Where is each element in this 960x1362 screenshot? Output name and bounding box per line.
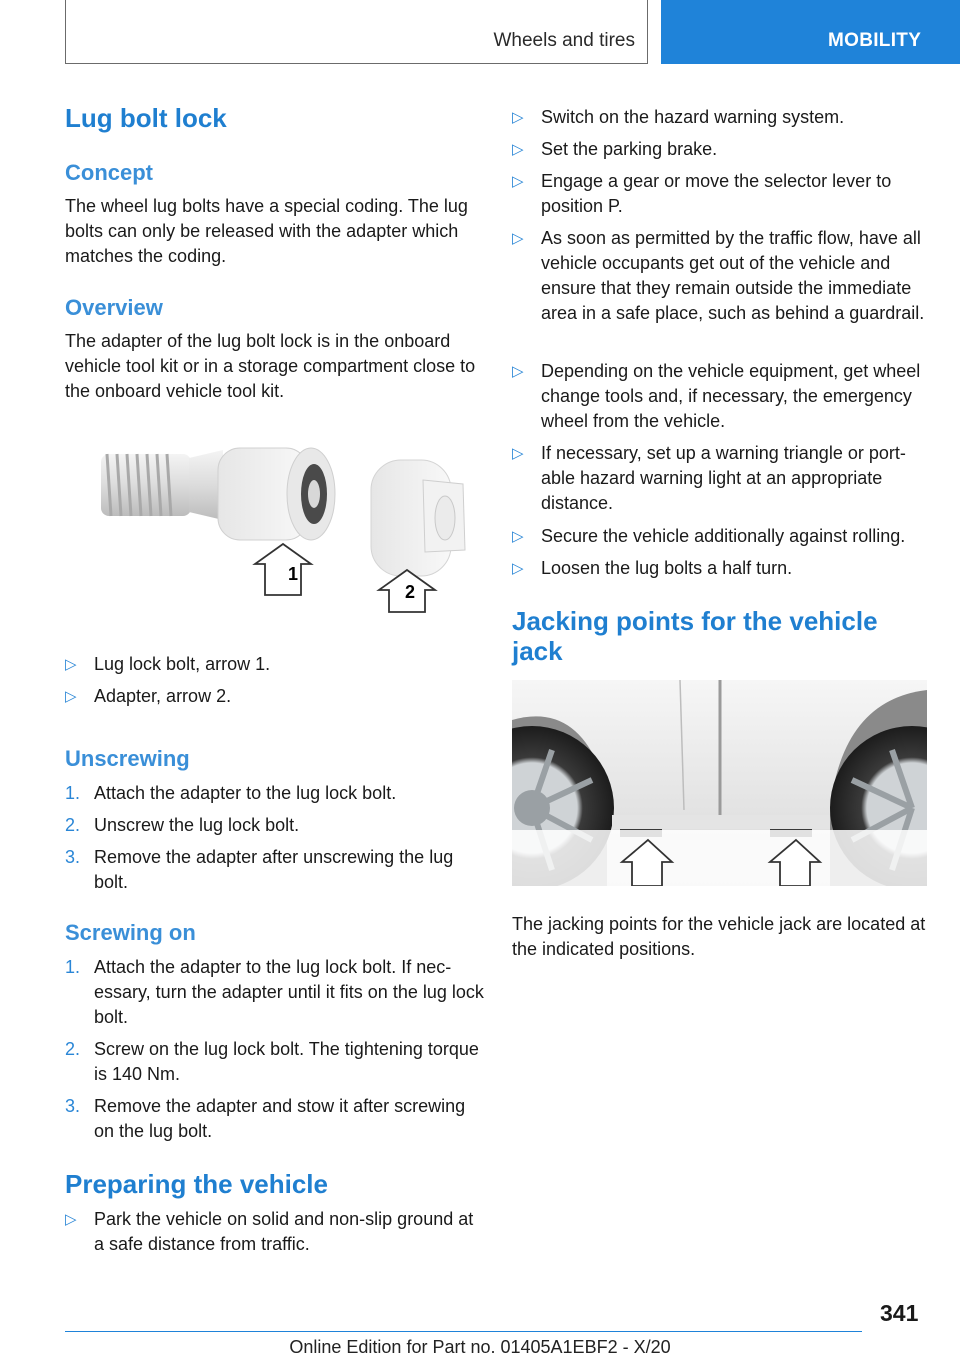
bullet-triangle-icon: ▷: [512, 528, 524, 545]
bullet-triangle-icon: ▷: [65, 656, 77, 673]
list-item: ▷ Adapter, arrow 2.: [65, 684, 485, 709]
list-item: 1. Attach the adapter to the lug lock bolt.: [65, 783, 397, 803]
figure-label-2: 2: [405, 582, 416, 602]
section-title: Wheels and tires: [493, 30, 635, 51]
bullet-triangle-icon: ▷: [512, 445, 524, 462]
bullet-triangle-icon: ▷: [512, 109, 524, 126]
bullet-triangle-icon: ▷: [512, 141, 524, 158]
figure-label-1: 1: [288, 564, 299, 584]
list-item: ▷ Set the parking brake.: [512, 137, 932, 162]
title-preparing-vehicle: Preparing the vehicle: [65, 1169, 328, 1199]
bullet-triangle-icon: ▷: [512, 230, 524, 247]
arrow-1-icon: [255, 544, 311, 595]
list-item: 3. Remove the adapter after unscrewing the lug bolt.: [65, 847, 454, 892]
bullet-triangle-icon: ▷: [512, 363, 524, 380]
adapter: [371, 460, 465, 576]
heading-unscrewing: Unscrewing: [65, 746, 190, 771]
title-jacking-points: Jacking points for the vehicle jack: [512, 606, 878, 666]
jacking-text: The jacking points for the vehicle jack are located at the indicated positions.: [512, 914, 926, 959]
list-item: ▷ Park the vehicle on solid and non-slip ground at a safe distance from traffic.: [65, 1209, 474, 1254]
list-item: ▷ Switch on the hazard warning system.: [512, 105, 932, 130]
list-item: 2. Screw on the lug lock bolt. The tightening torque is 140 Nm.: [65, 1039, 479, 1084]
heading-concept: Concept: [65, 160, 153, 185]
jacking-points-figure: [512, 680, 927, 886]
bullet-triangle-icon: ▷: [65, 688, 77, 705]
list-item: 3. Remove the adapter and stow it after screwing on the lug bolt.: [65, 1096, 466, 1141]
list-item: ▷ Lug lock bolt, arrow 1.: [65, 652, 485, 677]
bullet-triangle-icon: ▷: [512, 560, 524, 577]
overview-text: The adapter of the lug bolt lock is in the onboard vehicle tool kit or in a storage compartment close to the onboard vehicle tool kit.: [65, 331, 476, 401]
list-item: 2. Unscrew the lug lock bolt.: [65, 815, 300, 835]
list-item: ▷ As soon as permitted by the traffic flow, have all vehicle occupants get out of the vehicle and ensure that they remain outside the immediate area in a safe place, such as behind a guardrail.: [512, 228, 925, 323]
bullet-triangle-icon: ▷: [512, 173, 524, 190]
list-item: ▷ Engage a gear or move the selector lever to position P.: [512, 171, 892, 216]
bolt-thread: [101, 454, 191, 516]
heading-screwing-on: Screwing on: [65, 920, 196, 945]
heading-overview: Overview: [65, 295, 163, 320]
footer-divider: [65, 1331, 862, 1332]
list-item: ▷ Secure the vehicle additionally against rolling.: [512, 524, 932, 549]
lug-bolt-figure: [93, 440, 473, 620]
chapter-tab[interactable]: MOBILITY: [661, 0, 960, 64]
list-item: ▷ Depending on the vehicle equipment, get wheel change tools and, if necessary, the emergency wheel from the vehicle.: [512, 361, 921, 431]
list-item: 1. Attach the adapter to the lug lock bolt. If necessary, turn the adapter until it fits on the lug lock bolt.: [65, 957, 484, 1027]
page-number: 341: [880, 1300, 919, 1326]
list-item: ▷ Loosen the lug bolts a half turn.: [512, 556, 932, 581]
title-lug-bolt-lock: Lug bolt lock: [65, 103, 227, 133]
concept-text: The wheel lug bolts have a special coding. The lug bolts can only be released with the adapter which matches the coding.: [65, 196, 468, 266]
list-item: ▷ If necessary, set up a warning triangle or portable hazard warning light at an appropriate distance.: [512, 443, 906, 513]
bullet-triangle-icon: ▷: [65, 1211, 77, 1228]
edition-text: Online Edition for Part no. 01405A1EBF2 - X/20: [289, 1337, 671, 1357]
